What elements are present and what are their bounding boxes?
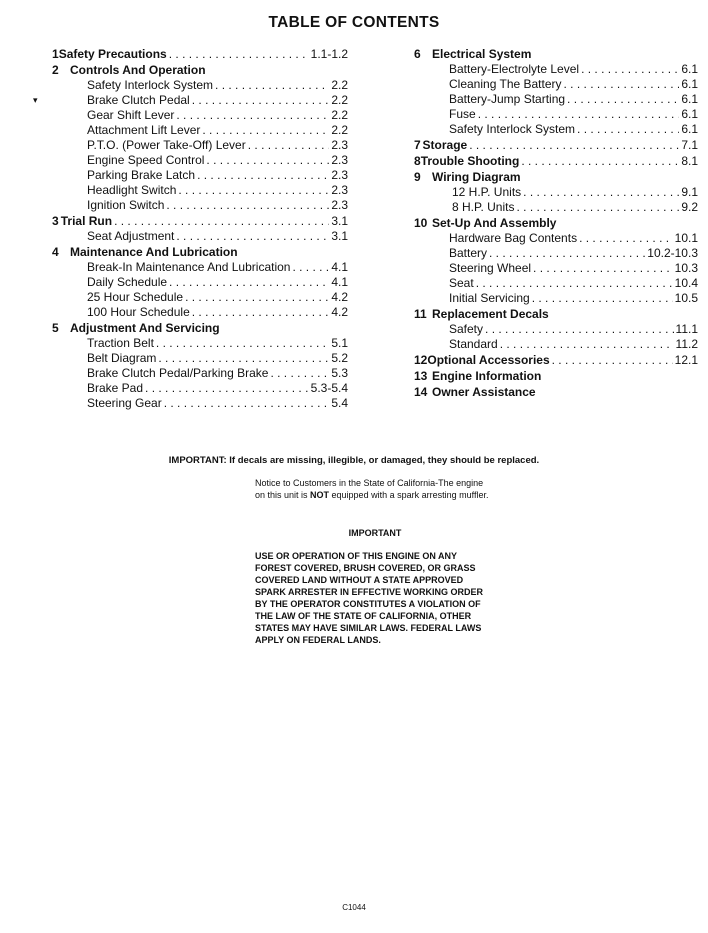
toc-leader-dots [156,336,329,351]
toc-entry-label: 25 Hour Schedule [87,290,184,304]
toc-page-number: 10.4 [674,276,698,290]
toc-entry-label: 100 Hour Schedule [87,305,190,319]
toc-page-number: 3.1 [331,229,348,243]
toc-entry [52,366,348,381]
toc-leader-dots [197,168,329,183]
toc-entry-label: Controls And Operation [70,63,206,77]
toc-section [52,47,348,62]
toc-section-number: 11 [414,307,427,321]
toc-leader-dots [478,107,680,122]
toc-leader-dots [215,78,329,93]
toc-leader-dots [169,47,309,62]
notice-text-before: Notice to Customers in the State of California-The engine on this unit is [255,478,484,500]
toc-leader-dots [581,62,679,77]
toc-section [52,245,348,260]
toc-entry-label: Set-Up And Assembly [432,216,557,230]
toc-entry [52,123,348,138]
toc-entry-label: Steering Gear [87,396,162,410]
toc-leader-dots [178,183,329,198]
toc-entry [414,246,698,261]
toc-entry [52,93,348,108]
toc-entry [414,92,698,107]
toc-page-number: 4.2 [331,290,348,304]
decal-important-notice: IMPORTANT: If decals are missing, illegible, or damaged, they should be replaced. [168,455,540,466]
toc-section-number: 4 [52,245,59,259]
toc-entry-label: Cleaning The Battery [449,77,562,91]
toc-entry-label: Optional Accessories [427,353,550,367]
toc-entry-label: Safety Interlock System [87,78,214,92]
toc-section-number: 8 [414,154,421,168]
toc-entry-label: Belt Diagram [87,351,157,365]
toc-entry-label: Storage [422,138,468,152]
toc-page-number: 2.3 [331,183,348,197]
toc-entry [52,153,348,168]
toc-entry-label: Trouble Shooting [420,154,520,168]
toc-page-number: 12.1 [674,353,698,367]
toc-page-number: 5.2 [331,351,348,365]
toc-entry [52,229,348,244]
toc-section [52,63,348,78]
toc-entry [52,275,348,290]
toc-section [414,385,698,400]
toc-entry [414,276,698,291]
toc-leader-dots [164,396,330,411]
toc-entry [414,261,698,276]
toc-page-number: 10.3 [674,261,698,275]
page-title: TABLE OF CONTENTS [268,14,440,31]
toc-page-number: 2.3 [331,153,348,167]
toc-page-number: 10.1 [674,231,698,245]
toc-entry-label: Hardware Bag Contents [449,231,578,245]
toc-leader-dots [523,185,679,200]
toc-leader-dots [485,322,674,337]
toc-page-number: 2.3 [331,198,348,212]
toc-entry-label: Brake Clutch Pedal/Parking Brake [87,366,269,380]
toc-section-number: 2 [52,63,59,77]
toc-section-number: 5 [52,321,59,335]
toc-entry [414,200,698,215]
toc-entry [52,290,348,305]
toc-entry-label: Brake Pad [87,381,144,395]
toc-entry [52,305,348,320]
toc-page-number: 10.2-10.3 [647,246,698,260]
toc-page-number: 7.1 [681,138,698,152]
toc-entry-label: Traction Belt [87,336,154,350]
toc-page-number: 6.1 [681,92,698,106]
toc-page-number: 9.2 [681,200,698,214]
toc-entry-label: Owner Assistance [432,385,536,399]
toc-leader-dots [169,275,329,290]
toc-entry-label: Brake Clutch Pedal [87,93,190,107]
toc-entry [414,231,698,246]
toc-entry-label: Break-In Maintenance And Lubrication [87,260,291,274]
toc-leader-dots [192,93,330,108]
toc-page-number: 4.2 [331,305,348,319]
toc-section-number: 6 [414,47,421,61]
toc-page-number: 2.2 [331,93,348,107]
toc-entry [52,336,348,351]
toc-leader-dots [533,261,673,276]
toc-leader-dots [476,276,673,291]
toc-leader-dots [567,92,679,107]
california-notice [255,477,495,501]
toc-entry [414,185,698,200]
toc-page-number: 6.1 [681,107,698,121]
toc-entry-label: Seat [449,276,474,290]
toc-section [52,321,348,336]
toc-entry-label: Battery-Electrolyte Level [449,62,580,76]
toc-leader-dots [292,260,329,275]
toc-page-number: 2.2 [331,123,348,137]
toc-entry [52,351,348,366]
toc-entry-label: Wiring Diagram [432,170,521,184]
toc-entry-label: Safety [449,322,484,336]
toc-section [414,154,698,169]
toc-entry [414,77,698,92]
toc-section-number: 12 [414,353,428,367]
toc-entry [52,381,348,396]
toc-section [414,47,698,62]
toc-section [52,214,348,229]
toc-page-number: 6.1 [681,77,698,91]
toc-section-number: 9 [414,170,421,184]
toc-page-number: 2.3 [331,138,348,152]
toc-right-column [414,46,698,400]
toc-section [414,307,698,322]
toc-left-column [52,46,348,411]
toc-entry-label: Headlight Switch [87,183,177,197]
toc-entry [52,138,348,153]
toc-entry-label: Maintenance And Lubrication [70,245,238,259]
toc-page-number: 2.3 [331,168,348,182]
toc-section [414,138,698,153]
toc-entry-label: Engine Speed Control [87,153,205,167]
toc-leader-dots [248,138,330,153]
toc-page-number: 11.2 [675,337,698,351]
toc-page-number: 5.4 [331,396,348,410]
toc-entry-label: Fuse [449,107,476,121]
toc-entry-label: Trial Run [60,214,113,228]
toc-entry-label: Adjustment And Servicing [70,321,220,335]
toc-entry [52,78,348,93]
toc-entry-label: Daily Schedule [87,275,168,289]
toc-entry [414,337,698,352]
toc-entry [414,107,698,122]
margin-mark-icon: ▾ [33,95,38,105]
toc-leader-dots [579,231,673,246]
toc-section [414,216,698,231]
toc-entry-label: Steering Wheel [449,261,532,275]
toc-section [414,353,698,368]
toc-entry [414,291,698,306]
toc-leader-dots [532,291,673,306]
toc-page-number: 5.3 [331,366,348,380]
toc-page-number: 2.2 [331,108,348,122]
toc-section-number: 7 [414,138,421,152]
toc-section [414,369,698,384]
toc-entry-label: Safety Interlock System [449,122,576,136]
toc-leader-dots [114,214,329,229]
toc-page-number: 10.5 [674,291,698,305]
toc-leader-dots [185,290,329,305]
toc-leader-dots [166,198,329,213]
toc-entry-label: Electrical System [432,47,532,61]
toc-section-number: 3 [52,214,59,228]
toc-entry-label: Engine Information [432,369,542,383]
toc-section-number: 10 [414,216,428,230]
toc-leader-dots [521,154,679,169]
important-heading: IMPORTANT [348,528,402,538]
toc-leader-dots [158,351,329,366]
toc-leader-dots [516,200,679,215]
toc-entry-label: Parking Brake Latch [87,168,196,182]
toc-leader-dots [145,381,309,396]
toc-entry-label: Attachment Lift Lever [87,123,201,137]
toc-entry-label: Ignition Switch [87,198,165,212]
toc-entry [52,198,348,213]
toc-leader-dots [577,122,679,137]
toc-entry [414,62,698,77]
toc-entry [414,322,698,337]
toc-page-number: 8.1 [681,154,698,168]
toc-page-number: 2.2 [331,78,348,92]
toc-page-number: 6.1 [681,122,698,136]
toc-leader-dots [469,138,679,153]
toc-entry-label: 12 H.P. Units [452,185,522,199]
toc-entry [52,183,348,198]
toc-page-number: 3.1 [331,214,348,228]
toc-entry [52,260,348,275]
toc-entry-label: 8 H.P. Units [452,200,515,214]
toc-leader-dots [270,366,329,381]
toc-page-number: 11.1 [675,322,698,336]
toc-section-number: 13 [414,369,428,383]
toc-leader-dots [176,229,329,244]
toc-leader-dots [552,353,673,368]
notice-text-after: equipped with a spark arresting muffler. [329,490,489,500]
toc-leader-dots [500,337,674,352]
toc-entry-label: Replacement Decals [432,307,549,321]
toc-page-number: 6.1 [681,62,698,76]
toc-entry-label: P.T.O. (Power Take-Off) Lever [87,138,246,152]
toc-entry-label: Battery-Jump Starting [449,92,566,106]
toc-page-number: 4.1 [331,260,348,274]
toc-section-number: 1 [52,47,59,61]
notice-emphasis: NOT [310,490,330,500]
footer-code: C1044 [342,903,366,912]
toc-page-number: 4.1 [331,275,348,289]
toc-entry [52,108,348,123]
toc-entry-label: Standard [449,337,498,351]
toc-entry-label: Seat Adjustment [87,229,175,243]
toc-page-number: 9.1 [681,185,698,199]
toc-section [414,170,698,185]
toc-leader-dots [176,108,329,123]
toc-leader-dots [564,77,680,92]
toc-entry-label: Gear Shift Lever [87,108,175,122]
toc-section-number: 14 [414,385,428,399]
toc-entry-label: Safety Precautions [58,47,167,61]
toc-entry-label: Initial Servicing [449,291,530,305]
toc-entry [52,396,348,411]
toc-leader-dots [489,246,645,261]
toc-page-number: 5.3-5.4 [310,381,348,395]
toc-leader-dots [192,305,330,320]
toc-page-number: 1.1-1.2 [310,47,348,61]
toc-entry [414,122,698,137]
toc-leader-dots [206,153,329,168]
toc-leader-dots [202,123,329,138]
toc-entry [52,168,348,183]
spark-arrester-warning: USE OR OPERATION OF THIS ENGINE ON ANY FOREST COVERED, BRUSH COVERED, OR GRASS COVERED LAND WITHOUT A STATE APPROVED SPARK ARRESTER IN EFFECTIVE WORKING ORDER BY THE OPERATOR CONSTITUTES A VIOLATION OF THE LAW OF THE STATE OF CALIFORNIA, OTHER STATES MAY HAVE SIMILAR LAWS. FEDERAL LAWS APPLY ON FEDERAL LANDS. [255,551,484,645]
toc-page-number: 5.1 [331,336,348,350]
toc-entry-label: Battery [449,246,488,260]
